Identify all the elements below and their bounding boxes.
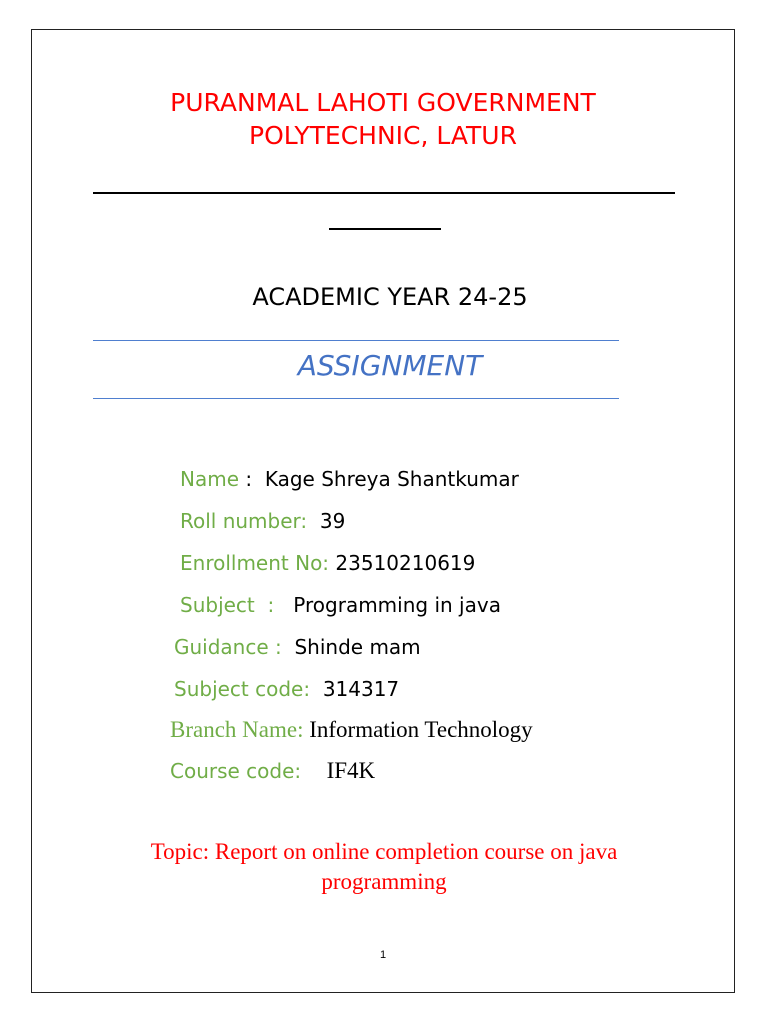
assignment-rule-top bbox=[93, 340, 619, 341]
detail-sep-course-code bbox=[301, 759, 326, 783]
detail-row-subject bbox=[180, 593, 501, 617]
detail-sep-roll bbox=[307, 509, 320, 533]
assignment-rule-bottom bbox=[93, 398, 619, 399]
topic bbox=[93, 837, 675, 897]
title-underline bbox=[93, 192, 675, 194]
detail-label-course-code: Course code: bbox=[170, 759, 302, 783]
page-number: 1 bbox=[379, 949, 387, 961]
detail-value-course-code: IF4K bbox=[326, 758, 376, 783]
detail-label-guidance: Guidance : bbox=[174, 635, 282, 659]
detail-value-branch: Information Technology bbox=[309, 717, 533, 742]
detail-row-branch bbox=[170, 717, 533, 743]
detail-value-guidance: Shinde mam bbox=[294, 635, 421, 659]
detail-label-enrollment: Enrollment No: bbox=[180, 551, 330, 575]
detail-value-subject: Programming in java bbox=[293, 593, 501, 617]
detail-value-enrollment: 23510210619 bbox=[335, 551, 476, 575]
detail-label-subject: Subject : bbox=[180, 593, 275, 617]
detail-label-roll: Roll number: bbox=[180, 509, 308, 533]
title-underline-short bbox=[329, 228, 441, 230]
detail-label-name: Name bbox=[180, 467, 240, 491]
topic-line-1: Topic: Report on online completion course on java bbox=[150, 839, 618, 864]
institution-line-1: PURANMAL LAHOTI GOVERNMENT bbox=[170, 88, 596, 117]
detail-row-course-code bbox=[170, 758, 375, 784]
detail-row-guidance bbox=[174, 635, 421, 659]
detail-sep-subject-code bbox=[310, 677, 323, 701]
detail-sep-subject bbox=[274, 593, 293, 617]
detail-value-subject-code: 314317 bbox=[322, 677, 400, 701]
detail-row-name bbox=[180, 467, 519, 491]
detail-row-subject-code bbox=[174, 677, 399, 701]
institution-title bbox=[31, 86, 735, 152]
topic-line-2: programming bbox=[321, 869, 447, 894]
academic-year: ACADEMIC YEAR 24-25 bbox=[252, 283, 528, 311]
detail-value-roll: 39 bbox=[319, 509, 346, 533]
assignment-heading: ASSIGNMENT bbox=[297, 349, 483, 382]
detail-label-branch: Branch Name: bbox=[170, 717, 304, 742]
detail-row-enrollment bbox=[180, 551, 475, 575]
detail-sep-guidance bbox=[282, 635, 295, 659]
detail-label-subject-code: Subject code: bbox=[174, 677, 311, 701]
detail-sep-name: : bbox=[239, 467, 265, 491]
institution-line-2: POLYTECHNIC, LATUR bbox=[249, 121, 517, 150]
detail-value-name: Kage Shreya Shantkumar bbox=[264, 467, 519, 491]
detail-row-roll bbox=[180, 509, 345, 533]
